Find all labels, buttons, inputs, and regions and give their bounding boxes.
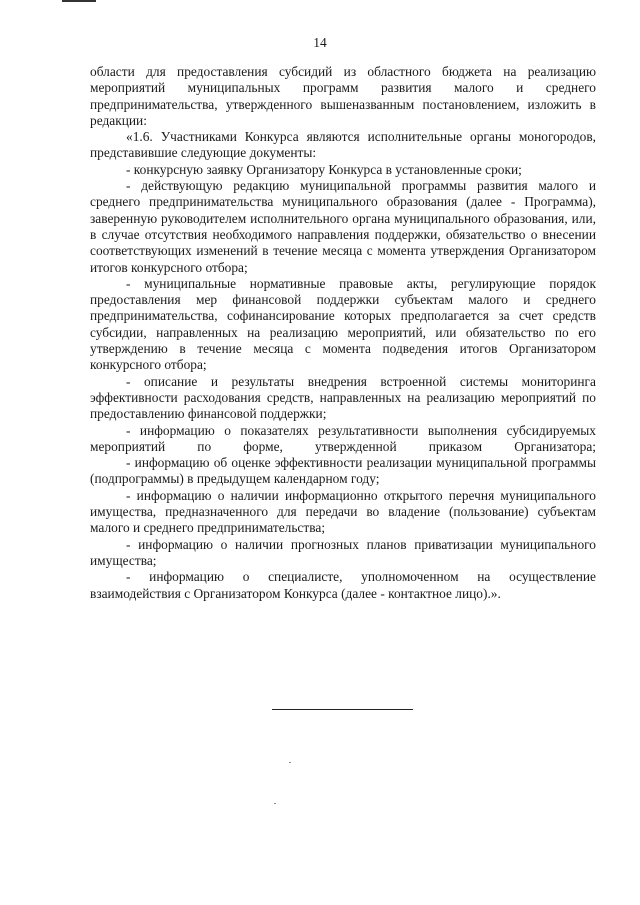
list-item-legal-acts: - муниципальные нормативные правовые акты, регулирующие порядок предоставления мер финансовой поддержки субъектам малого и среднего предпринимательства, софинансирование которых предполагается за счет средств субсидии, направленных на реализацию мероприятий, или обязательство по его утверждению в течение месяца с момента подведения итогов Организатором конкурсного отбора; (90, 275, 596, 373)
scan-speck (274, 803, 276, 804)
list-item-indicators: - информацию о показателях результативности выполнения субсидируемых мероприятий по форме, утвержденной приказом Организатора; (90, 422, 596, 454)
list-item-program: - действующую редакцию муниципальной программы развития малого и среднего предпринимательства муниципального образования (далее - Программа), заверенную руководителем исполнительного органа муниципального образования, или, в случае отсутствия необходимого направления поддержки, обязательство о внесении соответствующих изменений в течение месяца с момента утверждения Организатором итогов конкурсного отбора; (90, 178, 596, 275)
page-number: 14 (313, 35, 327, 50)
list-item-privatization: - информацию о наличии прогнозных планов приватизации муниципального имущества; (90, 536, 596, 568)
closing-rule (272, 709, 413, 710)
top-edge-mark (62, 0, 96, 2)
document-body (90, 64, 596, 602)
list-item-contact-person: - информацию о специалисте, уполномоченном на осуществление взаимодействия с Организатором Конкурса (далее - контактное лицо).». (90, 569, 596, 601)
list-item-property-list: - информацию о наличии информационно открытого перечня муниципального имущества, предназначенного для передачи во владение (пользование) субъектам малого и среднего предпринимательства; (90, 487, 596, 536)
list-item-efficiency: - информацию об оценке эффективности реализации муниципальной программы (подпрограммы) в предыдущем календарном году; (90, 455, 596, 487)
paragraph-clause-1-6: «1.6. Участниками Конкурса являются исполнительные органы моногородов, представившие следующие документы: (90, 129, 596, 161)
list-item-monitoring: - описание и результаты внедрения встроенной системы мониторинга эффективности расходования средств, направленных на реализацию мероприятий по предоставлению финансовой поддержки; (90, 373, 596, 422)
list-item-application: - конкурсную заявку Организатору Конкурса в установленные сроки; (126, 161, 522, 177)
scan-speck (289, 762, 291, 763)
paragraph-intro: области для предоставления субсидий из областного бюджета на реализацию мероприятий муниципальных программ развития малого и среднего предпринимательства, утвержденного вышеназванным постановлением, изложить в редакции: (90, 64, 596, 128)
